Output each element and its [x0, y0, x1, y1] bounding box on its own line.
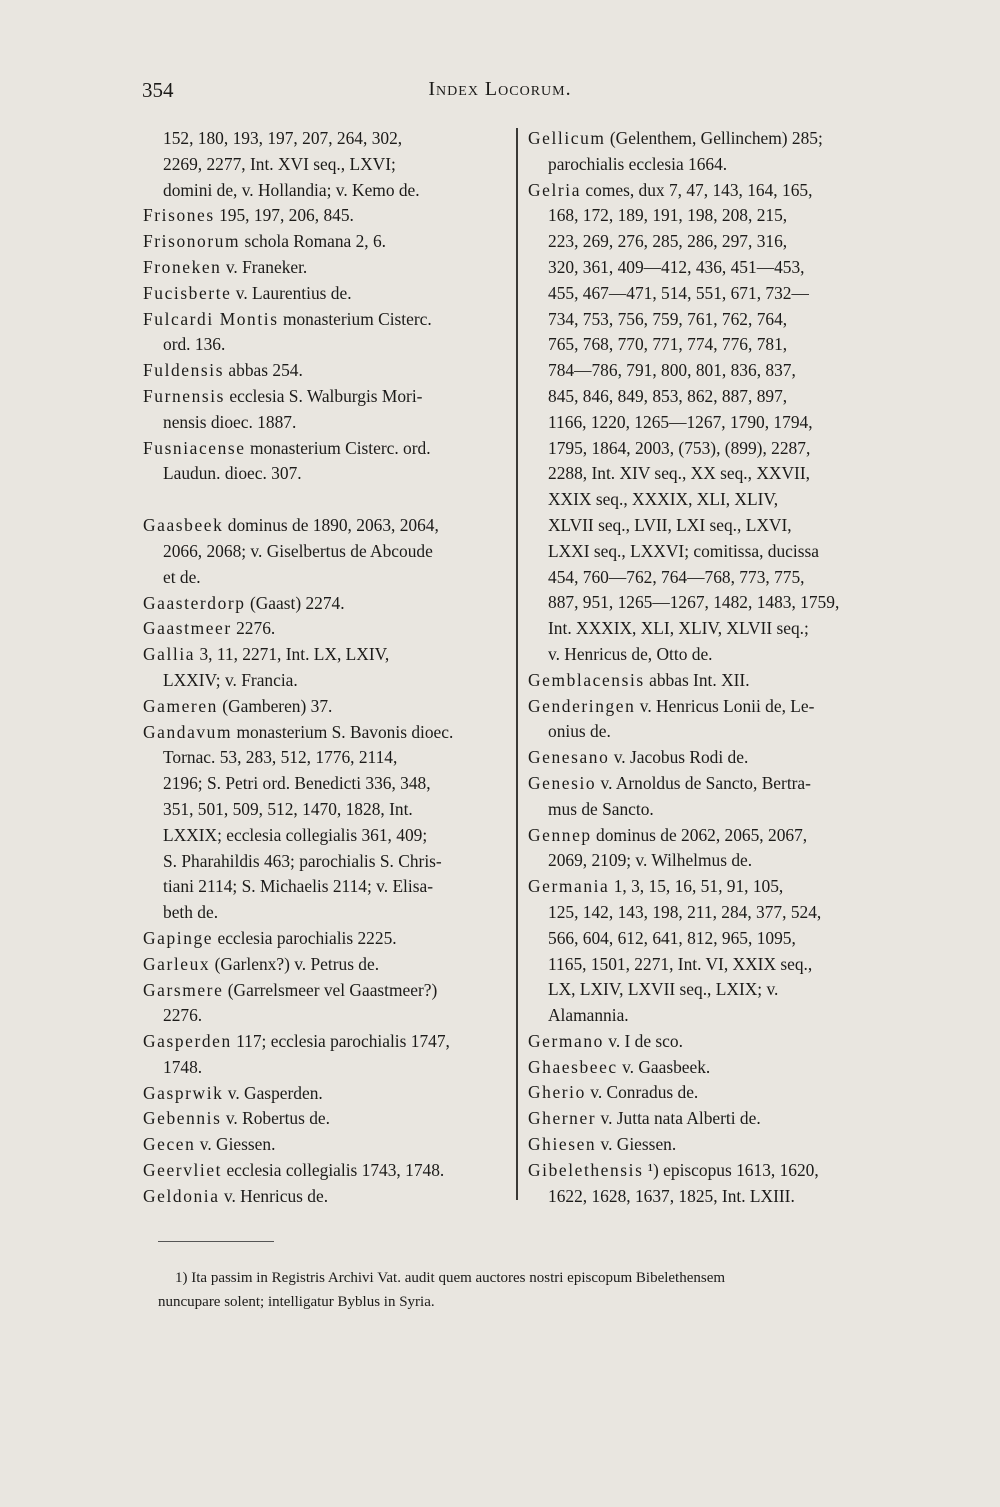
index-entry: [143, 384, 503, 436]
entry-text: v. Arnoldus de Sancto, Bertra-: [596, 772, 811, 793]
index-entry: [143, 281, 503, 307]
entry-text: monasterium Cisterc. ord.: [245, 437, 431, 458]
index-entry: [143, 720, 503, 926]
index-entry: [143, 229, 503, 255]
index-entry: [528, 1132, 888, 1158]
entry-text: abbas Int. XII.: [644, 669, 750, 690]
entry-text: 887, 951, 1265—1267, 1482, 1483, 1759,: [548, 592, 840, 613]
entry-text: comes, dux 7, 47, 143, 164, 165,: [581, 179, 813, 200]
entry-line: [528, 823, 888, 849]
index-entry: [143, 926, 503, 952]
entry-headword: Gaasterdorp: [143, 592, 246, 613]
entry-line: [528, 410, 888, 436]
entry-text: 1165, 1501, 2271, Int. VI, XXIX seq.,: [548, 953, 813, 974]
entry-text: v. I de sco.: [603, 1030, 683, 1051]
entry-line: [143, 307, 503, 333]
entry-text: onius de.: [548, 721, 611, 742]
entry-text: 784—786, 791, 800, 801, 836, 837,: [548, 360, 796, 381]
entry-line: [528, 255, 888, 281]
entry-text: 2269, 2277, Int. XVI seq., LXVI;: [163, 153, 396, 174]
entry-text: dominus de 2062, 2065, 2067,: [591, 824, 808, 845]
entry-text: monasterium S. Bavonis dioec.: [232, 721, 454, 742]
entry-line: [528, 152, 888, 178]
index-entry: [528, 668, 888, 694]
entry-text: v. Gaasbeek.: [617, 1056, 711, 1077]
column-divider: [516, 128, 518, 1200]
entry-headword: Gherner: [528, 1108, 597, 1129]
entry-line: [143, 229, 503, 255]
entry-text: ¹) episcopus 1613, 1620,: [643, 1159, 819, 1180]
index-entry: [528, 1158, 888, 1210]
entry-line: [143, 152, 503, 178]
entry-line: [143, 720, 503, 746]
entry-headword: Ghiesen: [528, 1134, 597, 1155]
index-entry: [143, 513, 503, 590]
entry-text: XXIX seq., XXXIX, XLI, XLIV,: [548, 489, 779, 510]
entry-text: XLVII seq., LVII, LXI seq., LXVI,: [548, 514, 792, 535]
entry-line: [528, 436, 888, 462]
index-entry: [143, 126, 503, 203]
entry-line: [528, 874, 888, 900]
entry-text: v. Henricus de, Otto de.: [548, 643, 713, 664]
index-entry: [143, 1132, 503, 1158]
entry-text: Alamannia.: [548, 1005, 629, 1026]
index-entry: [528, 1029, 888, 1055]
index-entry: [143, 616, 503, 642]
entry-text: 454, 760—762, 764—768, 773, 775,: [548, 566, 805, 587]
entry-text: LXXIV; v. Francia.: [163, 669, 298, 690]
entry-text: parochialis ecclesia 1664.: [548, 153, 728, 174]
entry-line: [528, 461, 888, 487]
index-entry: [528, 178, 888, 668]
entry-headword: Geldonia: [143, 1185, 220, 1206]
entry-text: 1748.: [163, 1056, 203, 1077]
entry-line: [528, 668, 888, 694]
entry-line: [528, 358, 888, 384]
entry-text: (Gaast) 2274.: [245, 592, 345, 613]
index-entry: [528, 126, 888, 178]
entry-text: v. Giessen.: [596, 1134, 677, 1155]
index-entry: [143, 436, 503, 488]
entry-text: v. Giessen.: [195, 1134, 276, 1155]
entry-text: 455, 467—471, 514, 551, 671, 732—: [548, 282, 809, 303]
entry-text: 765, 768, 770, 771, 774, 776, 781,: [548, 334, 788, 355]
index-entry: [143, 203, 503, 229]
entry-text: (Garrelsmeer vel Gaastmeer?): [223, 979, 438, 1000]
entry-text: ecclesia collegialis 1743, 1748.: [222, 1160, 445, 1181]
entry-line: [143, 1029, 503, 1055]
entry-line: [143, 358, 503, 384]
entry-line: [528, 178, 888, 204]
entry-line: [528, 565, 888, 591]
entry-line: [143, 900, 503, 926]
entry-text: 2276.: [231, 618, 276, 639]
entry-headword: Fusniacense: [143, 437, 246, 458]
entry-headword: Froneken: [143, 256, 222, 277]
entry-line: [528, 1158, 888, 1184]
entry-headword: Gelria: [528, 179, 582, 200]
entry-headword: Gemblacensis: [528, 669, 645, 690]
entry-line: [143, 1081, 503, 1107]
entry-text: v. Henricus Lonii de, Le-: [635, 695, 815, 716]
index-entry: [143, 358, 503, 384]
entry-text: 734, 753, 756, 759, 761, 762, 764,: [548, 308, 788, 329]
index-entry: [143, 642, 503, 694]
entry-line: [528, 229, 888, 255]
footnote-line: 1) Ita passim in Registris Archivi Vat. audit quem auctores nostri episcopum Bibelethensem: [175, 1270, 726, 1286]
page-number: 354: [142, 78, 174, 102]
entry-headword: Genderingen: [528, 695, 636, 716]
entry-line: [528, 1080, 888, 1106]
entry-line: [143, 1158, 503, 1184]
entry-line: [528, 616, 888, 642]
entry-headword: Germano: [528, 1030, 604, 1051]
index-entry: [528, 823, 888, 875]
entry-line: [528, 513, 888, 539]
index-entry: [143, 694, 503, 720]
entry-line: [143, 1184, 503, 1210]
index-entry: [143, 952, 503, 978]
entry-text: 845, 846, 849, 853, 862, 887, 897,: [548, 385, 788, 406]
entry-line: [528, 1106, 888, 1132]
entry-text: v. Robertus de.: [221, 1108, 330, 1129]
index-entry: [528, 1055, 888, 1081]
index-entry: [528, 874, 888, 1029]
entry-headword: Garleux: [143, 953, 211, 974]
index-entry: [143, 1029, 503, 1081]
entry-text: ecclesia S. Walburgis Mori-: [225, 385, 423, 406]
entry-text: 152, 180, 193, 197, 207, 264, 302,: [163, 128, 403, 148]
entry-headword: Gasperden: [143, 1031, 232, 1052]
entry-text: v. Franeker.: [221, 256, 308, 277]
entry-line: [143, 1132, 503, 1158]
entry-text: 2276.: [163, 1005, 203, 1026]
entry-line: [528, 1029, 888, 1055]
entry-text: LX, LXIV, LXVII seq., LXIX; v.: [548, 979, 779, 1000]
entry-line: [143, 849, 503, 875]
entry-line: [143, 694, 503, 720]
entry-line: [143, 823, 503, 849]
entry-line: [143, 745, 503, 771]
entry-line: [528, 694, 888, 720]
entry-line: [528, 797, 888, 823]
footnote-rule: [158, 1241, 274, 1242]
entry-text: Int. XXXIX, XLI, XLIV, XLVII seq.;: [548, 618, 809, 639]
index-entry: [143, 591, 503, 617]
section-gap: [143, 487, 503, 513]
page-header: [0, 78, 1000, 108]
entry-line: [143, 203, 503, 229]
entry-headword: Gecen: [143, 1134, 196, 1155]
entry-text: domini de, v. Hollandia; v. Kemo de.: [163, 179, 420, 200]
entry-text: 3, 11, 2271, Int. LX, LXIV,: [195, 644, 390, 665]
entry-headword: Garsmere: [143, 979, 224, 1000]
entry-text: 1622, 1628, 1637, 1825, Int. LXIII.: [548, 1185, 795, 1206]
index-entry: [528, 694, 888, 746]
index-entry: [528, 1106, 888, 1132]
index-entry: [528, 1080, 888, 1106]
entry-headword: Germania: [528, 876, 610, 897]
entry-text: LXXIX; ecclesia collegialis 361, 409;: [163, 824, 428, 845]
entry-line: [528, 487, 888, 513]
entry-line: [528, 384, 888, 410]
footnote: [158, 1266, 888, 1314]
entry-text: 2069, 2109; v. Wilhelmus de.: [548, 850, 753, 871]
index-entry: [143, 255, 503, 281]
entry-text: tiani 2114; S. Michaelis 2114; v. Elisa-: [163, 876, 434, 897]
entry-text: 1166, 1220, 1265—1267, 1790, 1794,: [548, 411, 813, 432]
entry-headword: Gennep: [528, 824, 592, 845]
entry-headword: Ghaesbeec: [528, 1056, 618, 1077]
entry-text: v. Jutta nata Alberti de.: [596, 1108, 761, 1129]
entry-text: 2196; S. Petri ord. Benedicti 336, 348,: [163, 773, 431, 794]
entry-text: (Garlenx?) v. Petrus de.: [210, 953, 380, 974]
entry-line: [528, 1003, 888, 1029]
entry-text: v. Conradus de.: [585, 1082, 699, 1103]
entry-line: [528, 771, 888, 797]
entry-line: [528, 1184, 888, 1210]
entry-line: [143, 591, 503, 617]
right-column: [528, 126, 888, 1209]
entry-text: 223, 269, 276, 285, 286, 297, 316,: [548, 231, 788, 252]
entry-line: [143, 952, 503, 978]
entry-text: 566, 604, 612, 641, 812, 965, 1095,: [548, 927, 796, 948]
entry-headword: Frisones: [143, 205, 215, 226]
entry-headword: Gandavum: [143, 721, 233, 742]
entry-text: schola Romana 2, 6.: [240, 231, 387, 252]
running-title: Index Locorum.: [428, 78, 572, 100]
entry-headword: Gasprwik: [143, 1082, 224, 1103]
entry-line: [143, 332, 503, 358]
entry-text: 117; ecclesia parochialis 1747,: [231, 1031, 450, 1052]
entry-text: 1795, 1864, 2003, (753), (899), 2287,: [548, 437, 811, 458]
entry-line: [143, 436, 503, 462]
entry-text: (Gelenthem, Gellinchem) 285;: [605, 128, 823, 148]
entry-line: [143, 565, 503, 591]
entry-line: [143, 616, 503, 642]
entry-headword: Gallia: [143, 644, 196, 665]
entry-line: [528, 642, 888, 668]
entry-line: [143, 1055, 503, 1081]
entry-text: abbas 254.: [224, 360, 303, 381]
entry-line: [143, 178, 503, 204]
entry-headword: Fucisberte: [143, 282, 232, 303]
entry-line: [143, 126, 503, 152]
entry-line: [528, 281, 888, 307]
entry-headword: Furnensis: [143, 385, 226, 406]
index-entry: [143, 1106, 503, 1132]
entry-text: LXXI seq., LXXVI; comitissa, ducissa: [548, 540, 819, 561]
entry-text: v. Laurentius de.: [231, 282, 352, 303]
entry-line: [143, 461, 503, 487]
entry-headword: Frisonorum: [143, 231, 241, 252]
entry-line: [528, 952, 888, 978]
entry-line: [528, 848, 888, 874]
entry-headword: Gherio: [528, 1082, 586, 1103]
entry-headword: Gapinge: [143, 927, 214, 948]
entry-line: [143, 642, 503, 668]
entry-text: (Gamberen) 37.: [217, 695, 333, 716]
entry-line: [143, 926, 503, 952]
entry-text: v. Jacobus Rodi de.: [609, 747, 749, 768]
entry-line: [528, 332, 888, 358]
entry-line: [143, 384, 503, 410]
entry-line: [528, 1132, 888, 1158]
entry-line: [143, 771, 503, 797]
entry-line: [143, 410, 503, 436]
entry-text: nensis dioec. 1887.: [163, 411, 297, 432]
index-entry: [143, 1184, 503, 1210]
entry-line: [528, 719, 888, 745]
footnote-line: nuncupare solent; intelligatur Byblus in Syria.: [158, 1294, 435, 1310]
entry-text: et de.: [163, 566, 201, 587]
entry-line: [143, 797, 503, 823]
entry-line: [528, 539, 888, 565]
entry-text: 2066, 2068; v. Giselbertus de Abcoude: [163, 540, 433, 561]
index-entry: [143, 1158, 503, 1184]
entry-text: ecclesia parochialis 2225.: [213, 927, 397, 948]
entry-headword: Gellicum: [528, 128, 606, 148]
entry-headword: Fuldensis: [143, 360, 225, 381]
entry-line: [528, 977, 888, 1003]
entry-headword: Gameren: [143, 695, 218, 716]
entry-text: mus de Sancto.: [548, 798, 654, 819]
entry-headword: Geervliet: [143, 1160, 223, 1181]
entry-text: Laudun. dioec. 307.: [163, 463, 302, 484]
index-entry: [143, 1081, 503, 1107]
entry-line: [528, 307, 888, 333]
entry-text: ord. 136.: [163, 334, 226, 355]
entry-line: [528, 745, 888, 771]
entry-text: S. Pharahildis 463; parochialis S. Chris-: [163, 850, 442, 871]
entry-text: 2288, Int. XIV seq., XX seq., XXVII,: [548, 463, 810, 484]
entry-text: Tornac. 53, 283, 512, 1776, 2114,: [163, 747, 398, 768]
entry-line: [143, 668, 503, 694]
entry-line: [143, 513, 503, 539]
entry-headword: Genesano: [528, 747, 610, 768]
entry-line: [143, 874, 503, 900]
entry-text: 125, 142, 143, 198, 211, 284, 377, 524,: [548, 901, 822, 922]
entry-line: [143, 255, 503, 281]
entry-text: v. Gasperden.: [223, 1082, 323, 1103]
entry-line: [528, 1055, 888, 1081]
entry-headword: Genesio: [528, 772, 597, 793]
entry-line: [528, 126, 888, 152]
entry-text: monasterium Cisterc.: [278, 308, 432, 329]
entry-text: 1, 3, 15, 16, 51, 91, 105,: [609, 876, 784, 897]
entry-text: 320, 361, 409—412, 436, 451—453,: [548, 256, 805, 277]
entry-text: 195, 197, 206, 845.: [214, 205, 354, 226]
entry-text: dominus de 1890, 2063, 2064,: [223, 515, 439, 536]
entry-headword: Gibelethensis: [528, 1159, 644, 1180]
entry-headword: Gebennis: [143, 1108, 222, 1129]
entry-line: [143, 1106, 503, 1132]
entry-line: [528, 926, 888, 952]
index-entry: [143, 978, 503, 1030]
entry-text: beth de.: [163, 902, 219, 923]
entry-line: [528, 590, 888, 616]
entry-headword: Fulcardi Montis: [143, 308, 279, 329]
entry-line: [143, 1003, 503, 1029]
index-entry: [528, 771, 888, 823]
left-column: [143, 126, 503, 1210]
index-entry: [528, 745, 888, 771]
entry-line: [143, 978, 503, 1004]
entry-headword: Gaasbeek: [143, 515, 224, 536]
entry-headword: Gaastmeer: [143, 618, 232, 639]
entry-line: [528, 203, 888, 229]
index-entry: [143, 307, 503, 359]
entry-text: 168, 172, 189, 191, 198, 208, 215,: [548, 205, 788, 226]
entry-text: 351, 501, 509, 512, 1470, 1828, Int.: [163, 798, 413, 819]
entry-line: [528, 900, 888, 926]
entry-text: v. Henricus de.: [219, 1185, 329, 1206]
entry-line: [143, 281, 503, 307]
entry-line: [143, 539, 503, 565]
